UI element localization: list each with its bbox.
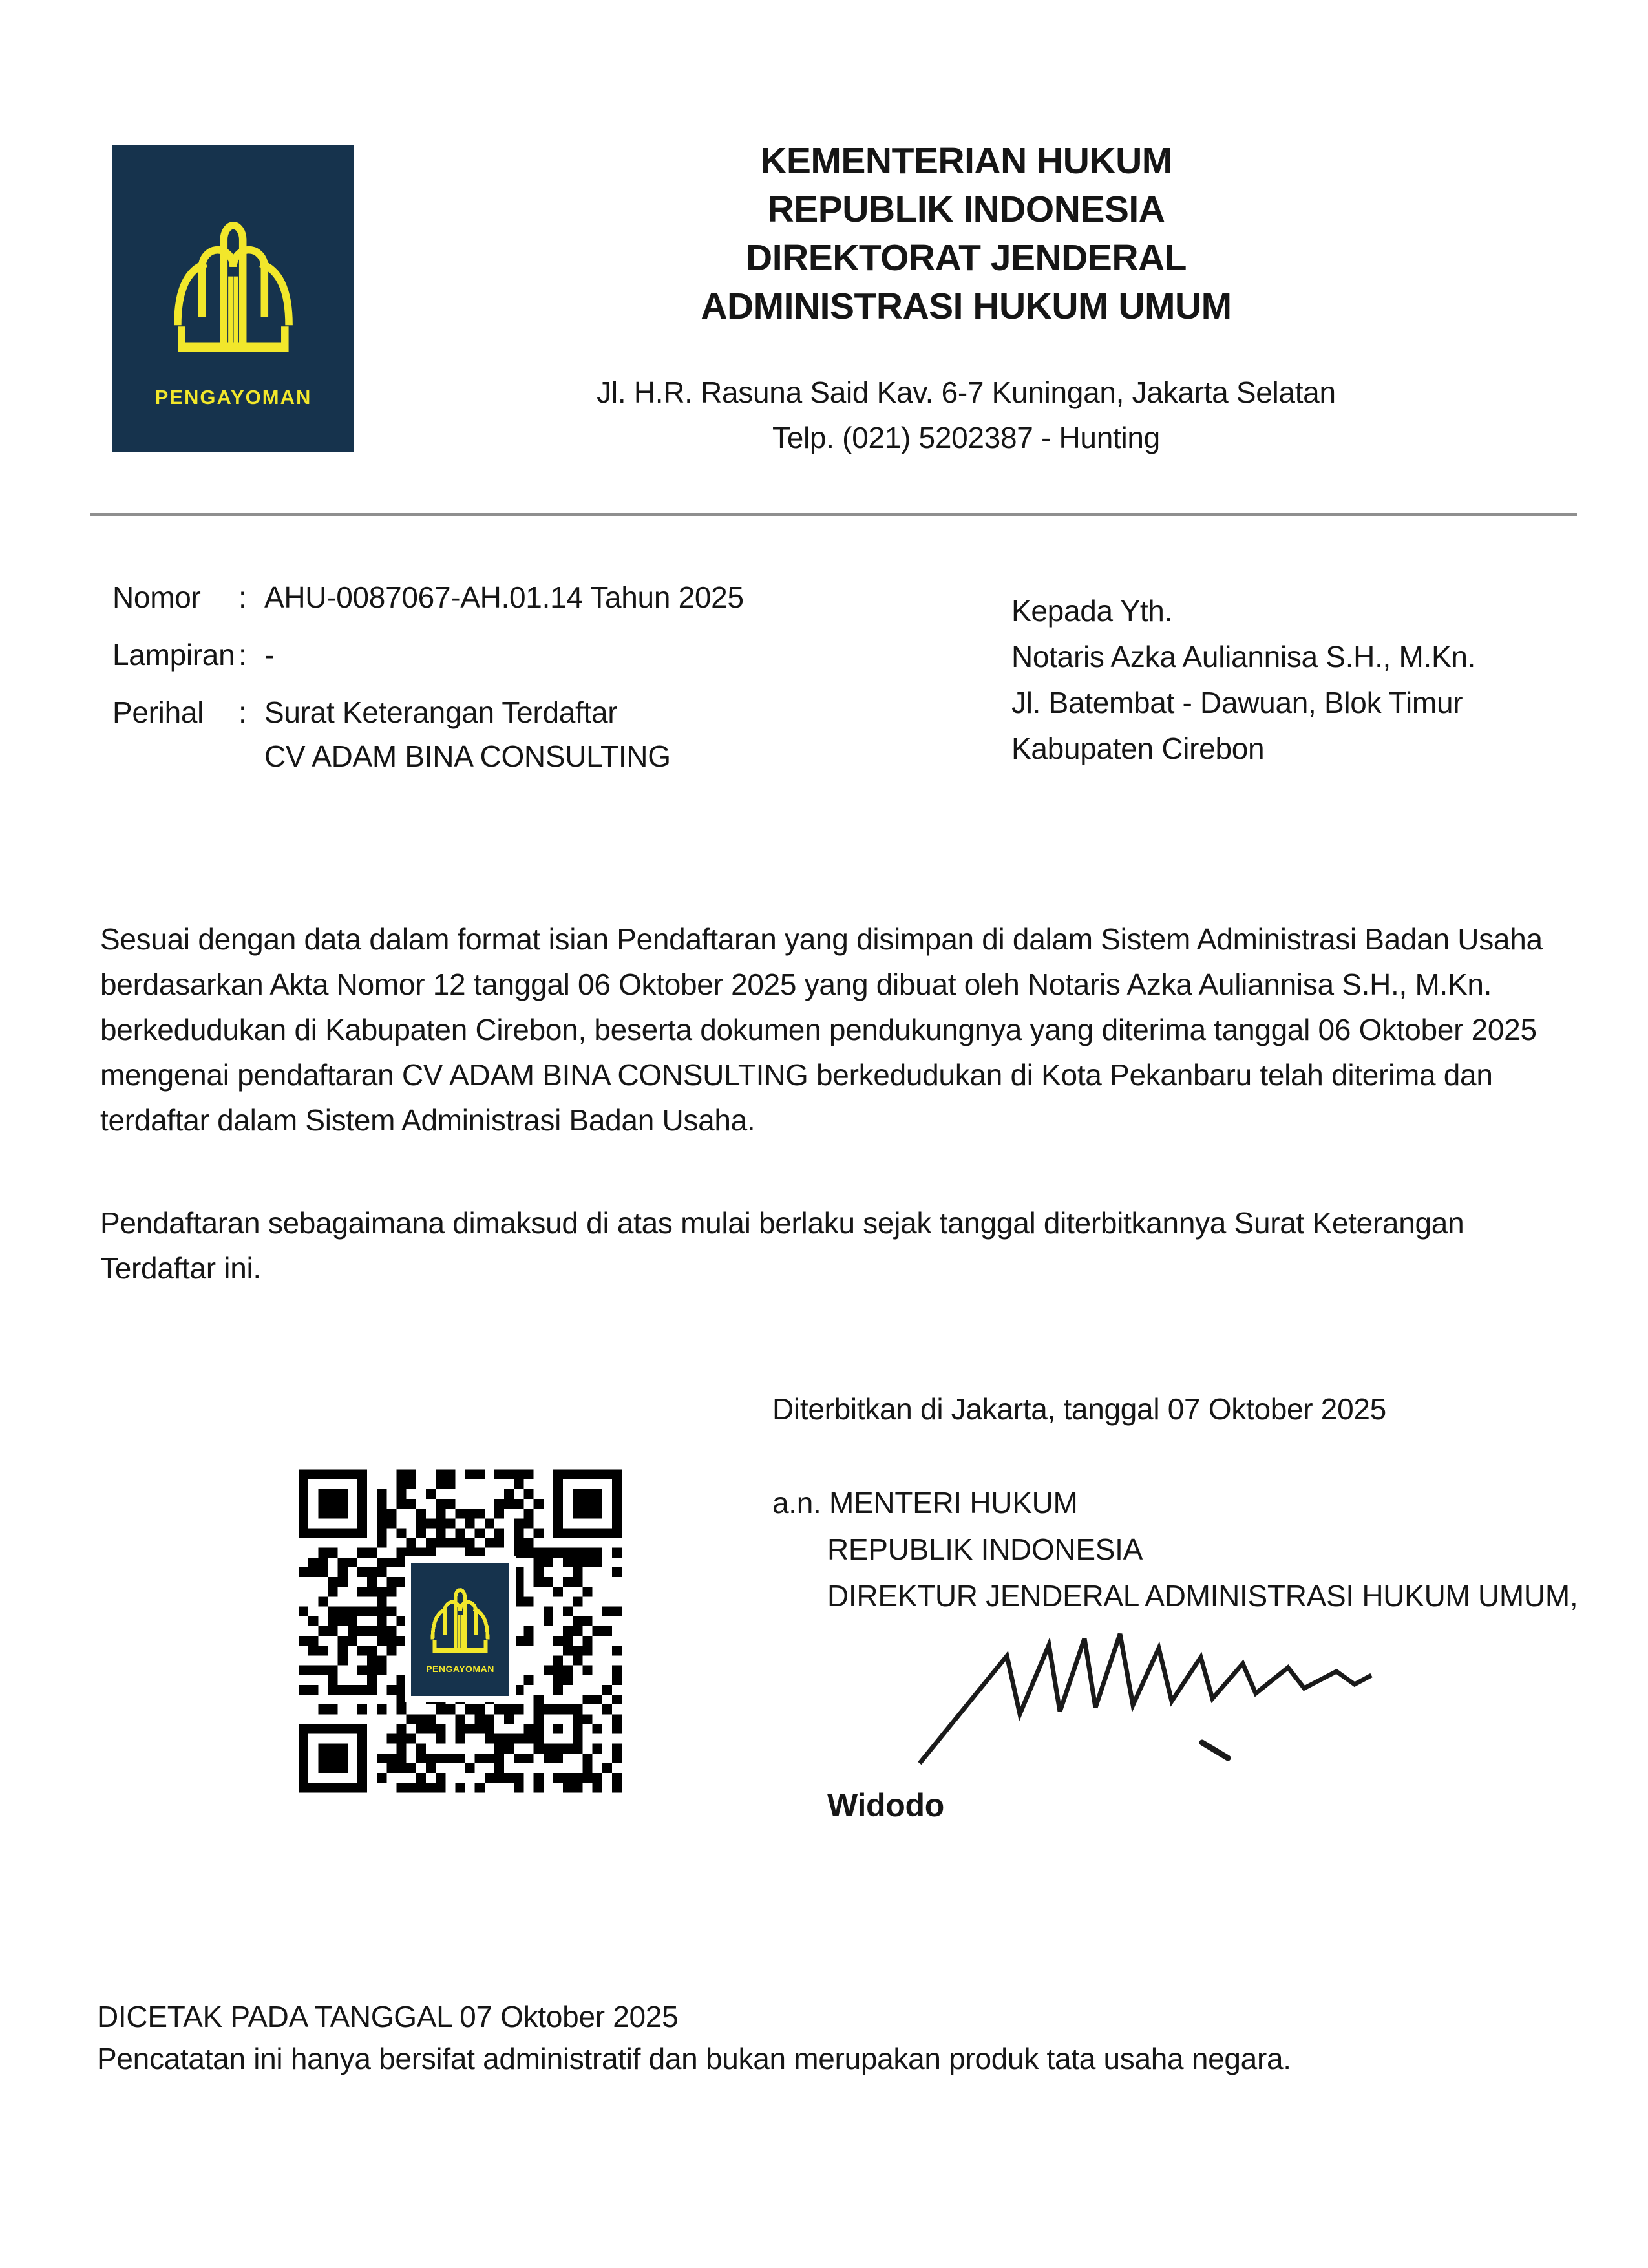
org-line-2: REPUBLIK INDONESIA — [827, 1532, 1143, 1566]
qr-logo-overlay — [411, 1563, 509, 1696]
body-paragraph-1: Sesuai dengan data dalam format isian Pendaftaran yang disimpan di dalam Sistem Administrasi Badan Usaha berdasarkan Akta Nomor 12 tanggal 06 Oktober 2025 yang dibuat oleh Notaris Azka Auliannisa S.H., M.Kn. berkedudukan di Kabupaten Cirebon, beserta dokumen pendukungnya yang diterima tanggal 06 Oktober 2025 mengenai pendaftaran CV ADAM BINA CONSULTING berkedudukan di Kota Pekanbaru telah diterima dan terdaftar dalam Sistem Administrasi Badan Usaha. — [100, 922, 1543, 1137]
perihal-value: Surat Keterangan Terdaftar — [264, 695, 618, 729]
qr-pengayoman-emblem-icon — [427, 1571, 494, 1659]
administrative-note-line: Pencatatan ini hanya bersifat administratif dan bukan merupakan produk tata usaha negara. — [97, 2042, 1291, 2075]
lampiran-label: Lampiran — [112, 638, 235, 672]
letterhead-title — [362, 137, 1570, 331]
signature-scribble — [910, 1616, 1382, 1771]
address-line-2: Telp. (021) 5202387 - Hunting — [772, 421, 1160, 454]
ministry-line-4: ADMINISTRASI HUKUM UMUM — [701, 286, 1232, 327]
issued-line: Diterbitkan di Jakarta, tanggal 07 Oktober 2025 — [772, 1392, 1386, 1426]
recipient-line-1: Kepada Yth. — [1011, 594, 1173, 628]
ministry-line-3: DIREKTORAT JENDERAL — [746, 237, 1187, 279]
address-line-1: Jl. H.R. Rasuna Said Kav. 6-7 Kuningan, Jakarta Selatan — [597, 376, 1336, 409]
org-line-3: DIREKTUR JENDERAL ADMINISTRASI HUKUM UMUM, — [827, 1579, 1578, 1613]
meta-row-nomor — [112, 575, 744, 620]
header-divider — [90, 513, 1577, 516]
pengayoman-emblem-icon — [165, 187, 301, 363]
nomor-value: AHU-0087067-AH.01.14 Tahun 2025 — [264, 580, 744, 614]
ministry-line-2: REPUBLIK INDONESIA — [767, 189, 1165, 230]
letterhead-logo — [112, 145, 354, 452]
perihal-value-line2: CV ADAM BINA CONSULTING — [264, 739, 671, 773]
on-behalf-line: a.n. MENTERI HUKUM — [772, 1486, 1078, 1520]
lampiran-value: - — [264, 638, 275, 672]
body-paragraph-2: Pendaftaran sebagaimana dimaksud di atas mulai berlaku sejak tanggal diterbitkannya Surat Keterangan Terdaftar ini. — [100, 1206, 1464, 1285]
nomor-label: Nomor — [112, 580, 201, 614]
qr-logo-caption: PENGAYOMAN — [426, 1664, 494, 1674]
recipient-line-4: Kabupaten Cirebon — [1011, 732, 1265, 765]
signer-name: Widodo — [827, 1787, 945, 1823]
logo-caption: PENGAYOMAN — [154, 386, 312, 408]
recipient-block — [1011, 588, 1475, 772]
nomor-separator: : — [238, 580, 247, 614]
recipient-line-2: Notaris Azka Auliannisa S.H., M.Kn. — [1011, 640, 1476, 673]
qr-code — [299, 1465, 622, 1797]
recipient-line-3: Jl. Batembat - Dawuan, Blok Timur — [1011, 686, 1463, 719]
printed-date-line: DICETAK PADA TANGGAL 07 Oktober 2025 — [97, 2000, 679, 2033]
lampiran-separator: : — [238, 638, 247, 672]
meta-row-perihal — [112, 690, 617, 735]
meta-row-lampiran — [112, 632, 274, 677]
letterhead-address — [362, 370, 1570, 460]
perihal-separator: : — [238, 695, 247, 729]
ministry-line-1: KEMENTERIAN HUKUM — [760, 140, 1172, 182]
perihal-label: Perihal — [112, 695, 204, 729]
